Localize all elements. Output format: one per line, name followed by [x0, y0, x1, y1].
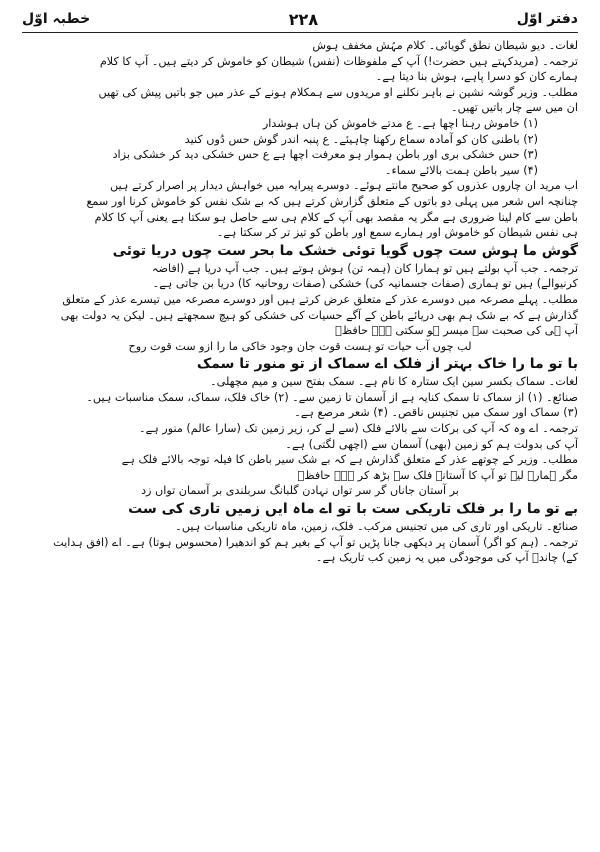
text-line: لغات۔ سماک بکسر سین ایک ستارہ کا نام ہے۔ سمک بفتح سین و میم مچھلی۔	[210, 375, 578, 389]
text-line: صنائع۔ (۱) از سماک تا سمک کنایہ ہے از آسمان تا زمین سے۔ (۲) خاک فلک، سماک، سمک مناسبات ہیں۔	[86, 390, 578, 404]
text-line: ترجمہ۔ (مریدکہتے ہیں حضرت!) آپ کے ملفوظات (نفس) شیطان کو خاموش کر دیتے ہیں۔ آپ کا کلام	[99, 54, 578, 68]
text-line: ہمارے کان کو دسرا پاہے، ہوش بنا دیتا ہے۔	[375, 70, 578, 84]
text-line: آپ ہی کی صحبت سے میسر ہو سکتی ہے۔ حافظؒ	[335, 324, 578, 338]
text-line: ترجمہ۔ (ہم کو اگر) آسمان پر دیکھی جانا پڑیں تو آپ کے بغیر ہم کو اندھیرا (محسوس ہوتا) ہے۔ اے (افق ہدایت	[53, 535, 578, 549]
quoted-couplet: لب چوں آب حیات تو ہست قوت جان وجود خاکی ما را ازو ست قوت روح	[128, 339, 472, 353]
text-line: کرنیوالے) ہیں تو ہماری (صفات جسمانیہ کی) خشکی (صفات روحانیہ کا) دریا بن جاتی ہے۔	[152, 277, 578, 291]
text-line: مگر ہمارے لیے تو آپ کا آستانہ فلک سے بڑھ کر ہے۔ حافظؒ	[297, 468, 578, 482]
text-line: (۳) سماک اور سمک میں تجنیس ناقص۔ (۴) شعر مرصع ہے۔	[294, 406, 578, 420]
text-line: چنانچہ اس شعر میں پہلی دو باتوں کے متعلق گزارش کرتے ہیں کہ بے شک نفس کو خاموش کرنا اور سمع	[86, 194, 578, 208]
header-section-title: خطبہ اوّل	[22, 11, 91, 27]
list-item: (۲) باطنی کان کو آمادہ سماع رکھنا چاہیئے۔ ع پنبہ اندر گوش حس دُوں کنید	[184, 132, 538, 146]
text-line: ترجمہ۔ جب آپ بولتے ہیں تو ہمارا کان (ہمہ تن) ہوش ہوتے ہیں۔ جب آپ دریا ہے (افاضہ	[151, 261, 578, 275]
text-line: مطلب۔ وزیر کے چوتھے عذر کے متعلق گذارش ہے کہ بے شک سیر باطن کا فیلہ توجہ بالائے فلک ہے	[121, 453, 578, 467]
text-line: گذارش ہے کہ بے شک ہم بھی دریائے باطن کے آگے حسیات کی خشکی کو ہیچ سمجھتے ہیں۔ لیکن یہ دولت بھی	[60, 308, 578, 322]
page-body	[22, 38, 578, 846]
text-line: لغات۔ دیو شیطان نطق گویائی۔ کلام مہُش مخفف ہوش	[312, 39, 578, 52]
text-line: کے) چاندؒ آپ کی موجودگی میں یہ زمین کب تاریک ہے۔	[315, 551, 578, 565]
header-volume-title: دفتر اوّل	[516, 11, 578, 27]
verse-couplet: با تو ما را خاک بہتر از فلک اے سماک از تو منور تا سمک	[196, 356, 578, 373]
list-item: (۱) خاموش رہنا اچھا ہے۔ ع مدتے خاموش کن ہاں ہوشدار	[262, 116, 538, 130]
text-line: ترجمہ۔ اے وہ کہ آپ کی برکات سے بالائے فلک (سے لے کر، زیر زمین تک (سارا عالم) منور ہے۔	[139, 422, 578, 436]
verse-couplet: بے تو ما را بر فلک تاریکی ست با تو اے ماہ ایں زمیں تاری کی ست	[128, 501, 578, 518]
page-number: ۲۲۸	[288, 9, 319, 29]
text-line: اب مرید ان چاروں عذروں کو صحیح مانتے ہوئے۔ دوسرے پیرایہ میں خواہش دیدار پر اصرار کرتے ہیں	[109, 179, 578, 193]
verse-couplet: گوش ما ہوش ست چوں گویا توئی خشک ما بحر ست چوں دریا توئی	[112, 242, 578, 259]
text-line: مطلب۔ پہلے مصرعہ میں دوسرے عذر کے متعلق عرض کرتے ہیں اور دوسرے مصرعہ میں تیسرے عذر کے متعلق	[62, 292, 578, 306]
page-header	[22, 6, 578, 33]
quoted-couplet: بر آستان جاناں گر سر تواں نہادن گلبانگ سربلندی بر آسمان تواں زد	[141, 484, 459, 498]
list-item: (۳) حس خشکی بری اور باطن ہموار ہو معرفت اچھا ہے ع حس خشکی دید کر خشکی بزاد	[112, 148, 538, 162]
text-line: ان میں سے چار باتیں تھیں۔	[451, 101, 578, 115]
text-line: صنائع۔ تاریکی اور تاری کی میں تجنیس مرکب۔ فلک، زمین، ماہ تاریکی مناسبات ہیں۔	[175, 520, 578, 534]
text-line: ہی نفس شیطان کو خاموش اور ہمارے سمع اور باطن کو تیز تر کر سکتا ہے۔	[216, 226, 578, 240]
text-line: باطن سے کام لینا ضروری ہے مگر یہ مقصد بھی آپ کے کلام ہی سے حاصل ہو سکتا ہے یعنی آپ کا کلام	[94, 210, 578, 224]
text-line: آپ کی بدولت ہم کو زمین (بھی) آسمان سے (اچھی لگتی) ہے۔	[285, 437, 578, 451]
list-item: (۴) سیر باطن ہمت بالائے سماء۔	[384, 163, 538, 177]
text-line: مطلب۔ وزیر گوشہ نشین نے باہر نکلنے او مریدوں سے ہمکلام ہونے کے عذر میں جو باتیں پیش کی تھیں	[98, 85, 578, 99]
